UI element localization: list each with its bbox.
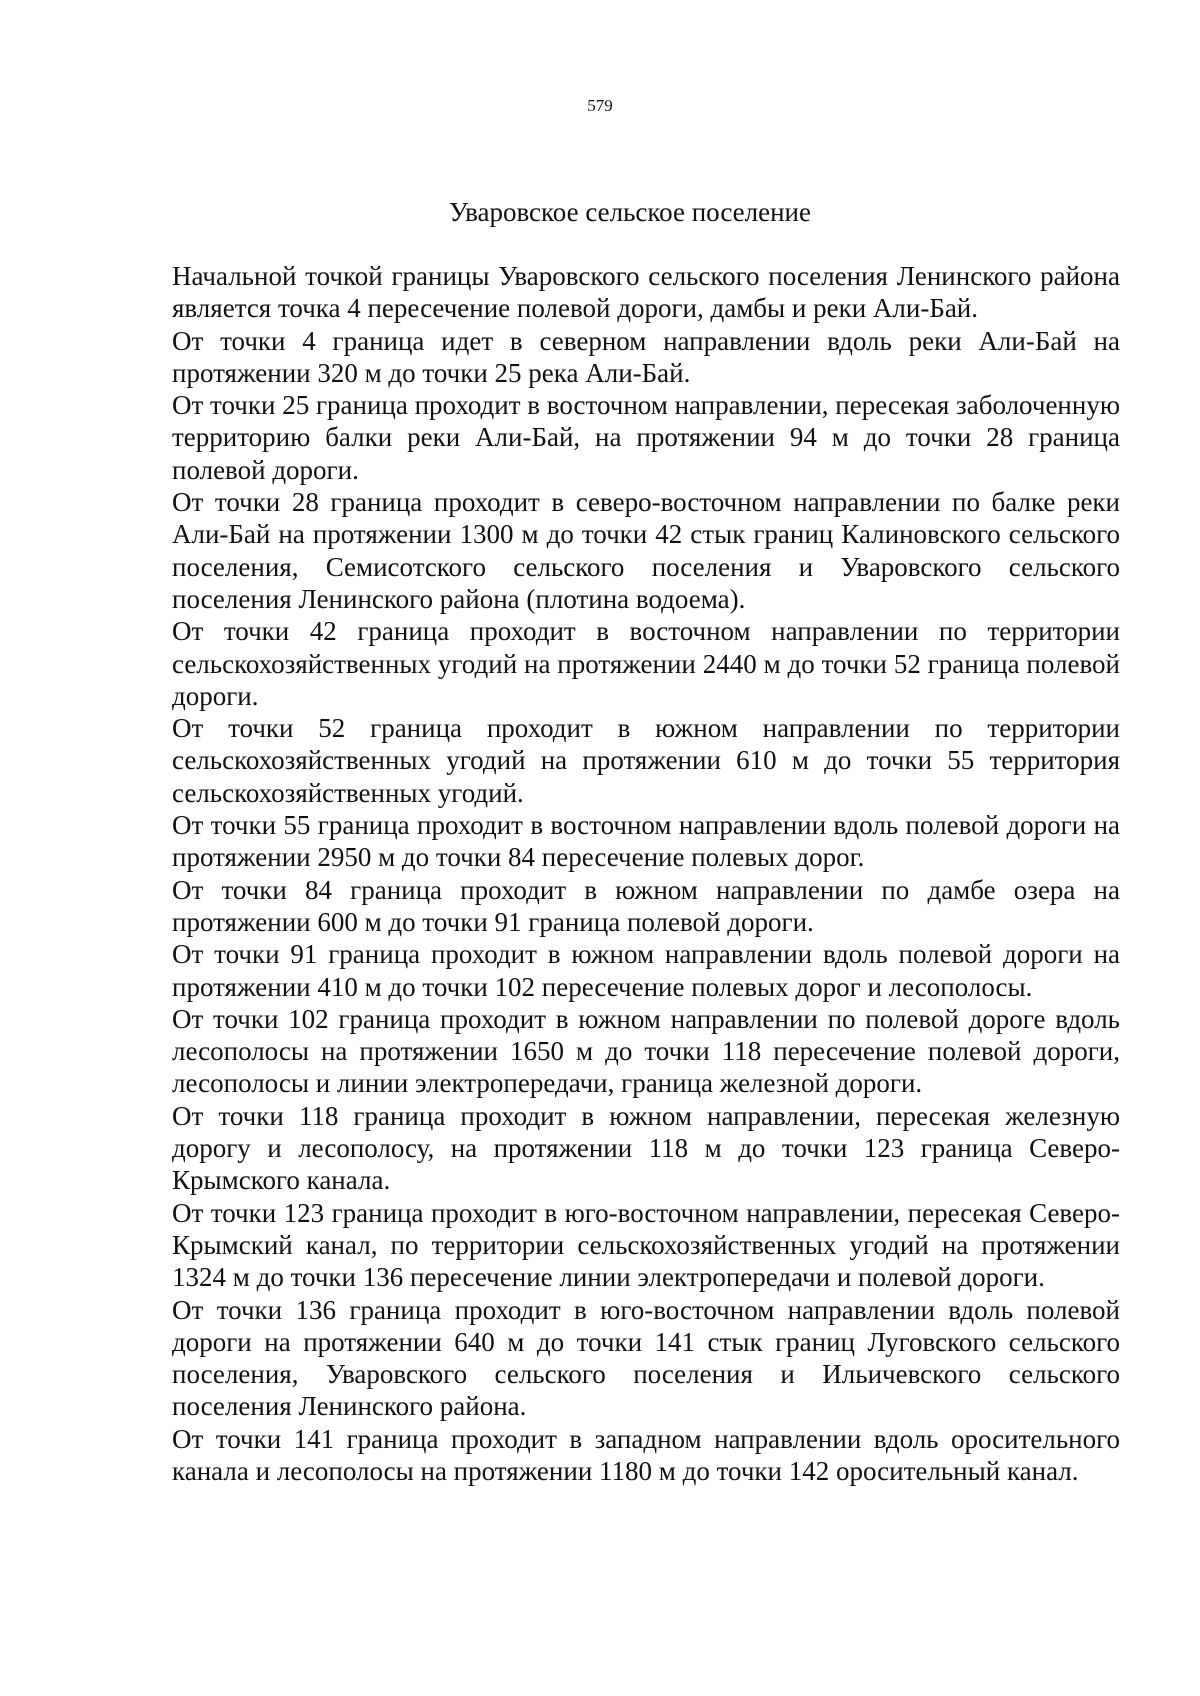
paragraph: От точки 28 граница проходит в северо-восточном направлении по балке реки Али-Бай на протяжении 1300 м до точки 42 стык границ Калиновского сельского поселения, Семисотского сельского поселения и Уваровского сельского поселения Ленинского района (плотина водоема). [172, 487, 1120, 614]
paragraph: От точки 84 граница проходит в южном направлении по дамбе озера на протяжении 600 м до точки 91 граница полевой дороги. [172, 874, 1120, 937]
paragraph: От точки 123 граница проходит в юго-восточном направлении, пересекая Северо-Крымский канал, по территории сельскохозяйственных угодий на протяжении 1324 м до точки 136 пересечение линии электропередачи и полевой дороги. [172, 1197, 1120, 1293]
paragraph: От точки 141 граница проходит в западном направлении вдоль оросительного канала и лесополосы на протяжении 1180 м до точки 142 оросительный канал. [172, 1423, 1120, 1486]
paragraph: От точки 42 граница проходит в восточном направлении по территории сельскохозяйственных угодий на протяжении 2440 м до точки 52 граница полевой дороги. [172, 616, 1120, 711]
page-number: 579 [587, 96, 613, 115]
paragraph: От точки 52 граница проходит в южном направлении по территории сельскохозяйственных угодий на протяжении 610 м до точки 55 территория сельскохозяйственных угодий. [172, 713, 1120, 808]
paragraph: От точки 102 граница проходит в южном направлении по полевой дороге вдоль лесополосы на протяжении 1650 м до точки 118 пересечение полевой дороги, лесополосы и линии электропередачи, граница железной дороги. [172, 1003, 1120, 1099]
document-body [172, 260, 1120, 1487]
paragraph: От точки 4 граница идет в северном направлении вдоль реки Али-Бай на протяжении 320 м до точки 25 река Али-Бай. [172, 325, 1120, 388]
document-title: Уваровское сельское поселение [449, 197, 811, 227]
paragraph: От точки 25 граница проходит в восточном направлении, пересекая заболоченную территорию балки реки Али-Бай, на протяжении 94 м до точки 28 граница полевой дороги. [172, 390, 1120, 485]
paragraph: Начальной точкой границы Уваровского сельского поселения Ленинского района является точка 4 пересечение полевой дороги, дамбы и реки Али-Бай. [172, 261, 1120, 324]
paragraph: От точки 55 граница проходит в восточном направлении вдоль полевой дороги на протяжении 2950 м до точки 84 пересечение полевых дорог. [172, 810, 1120, 873]
paragraph: От точки 91 граница проходит в южном направлении вдоль полевой дороги на протяжении 410 м до точки 102 пересечение полевых дорог и лесополосы. [172, 939, 1120, 1002]
paragraph: От точки 136 граница проходит в юго-восточном направлении вдоль полевой дороги на протяжении 640 м до точки 141 стык границ Луговского сельского поселения, Уваровского сельского поселения и Ильичевского сельского поселения Ленинского района. [172, 1294, 1120, 1422]
paragraph: От точки 118 граница проходит в южном направлении, пересекая железную дорогу и лесополосу, на протяжении 118 м до точки 123 граница Северо-Крымского канала. [172, 1100, 1120, 1196]
